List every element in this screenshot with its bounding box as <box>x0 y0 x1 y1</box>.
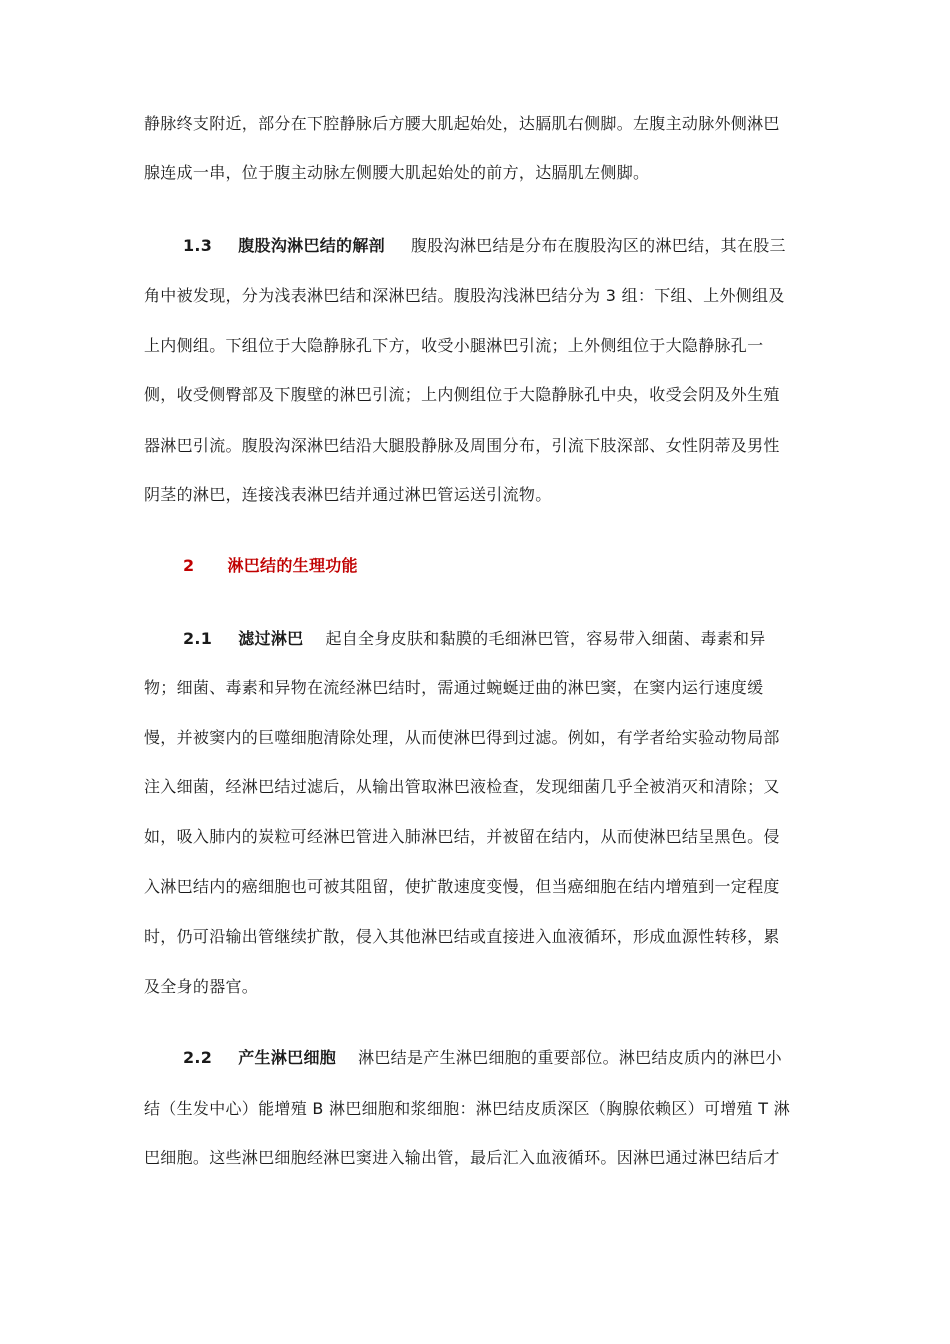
paragraph-line: 注入细菌，经淋巴结过滤后，从输出管取淋巴液检查，发现细菌几乎全被消灭和清除；又 <box>144 777 780 796</box>
paragraph-line: 阴茎的淋巴，连接浅表淋巴结并通过淋巴管运送引流物。 <box>144 485 552 504</box>
paragraph-line: 慢，并被窦内的巨噬细胞清除处理，从而使淋巴得到过滤。例如，有学者给实验动物局部 <box>144 728 780 747</box>
section-heading: 腹股沟淋巴结的解剖 <box>238 236 385 255</box>
section-heading: 产生淋巴细胞 <box>238 1048 337 1067</box>
paragraph-line: 静脉终支附近，部分在下腔静脉后方腰大肌起始处，达膈肌右侧脚。左腹主动脉外侧淋巴 <box>144 114 780 133</box>
paragraph-line: 及全身的器官。 <box>144 977 259 996</box>
paragraph-line: 角中被发现，分为浅表淋巴结和深淋巴结。腹股沟浅淋巴结分为 3 组：下组、上外侧组及 <box>144 286 785 305</box>
paragraph-line: 物；细菌、毒素和异物在流经淋巴结时，需通过蜿蜒迂曲的淋巴窦，在窦内运行速度缓 <box>144 678 764 697</box>
paragraph-line: 巴细胞。这些淋巴细胞经淋巴窦进入输出管，最后汇入血液循环。因淋巴通过淋巴结后才 <box>144 1148 780 1167</box>
paragraph-line: 侧，收受侧臀部及下腹壁的淋巴引流；上内侧组位于大隐静脉孔中央，收受会阴及外生殖 <box>144 385 780 404</box>
paragraph-line: 结（生发中心）能增殖 B 淋巴细胞和浆细胞：淋巴结皮质深区（胸腺依赖区）可增殖 T 淋 <box>144 1099 790 1118</box>
paragraph-line: 器淋巴引流。腹股沟深淋巴结沿大腿股静脉及周围分布，引流下肢深部、女性阴蒂及男性 <box>144 436 780 455</box>
paragraph-line: 入淋巴结内的癌细胞也可被其阻留，使扩散速度变慢，但当癌细胞在结内增殖到一定程度 <box>144 877 780 896</box>
paragraph-text: 腹股沟淋巴结是分布在腹股沟区的淋巴结，其在股三 <box>410 236 786 255</box>
section-number: 1.3 <box>183 236 213 255</box>
section-number: 2.2 <box>183 1048 213 1067</box>
section-number: 2.1 <box>183 629 213 648</box>
section-2-1-first-line <box>183 629 766 649</box>
section-heading: 滤过淋巴 <box>238 629 304 648</box>
section-1-3-first-line <box>183 236 786 256</box>
paragraph-text: 起自全身皮肤和黏膜的毛细淋巴管，容易带入细菌、毒素和异 <box>325 629 766 648</box>
paragraph-line: 如，吸入肺内的炭粒可经淋巴管进入肺淋巴结，并被留在结内，从而使淋巴结呈黑色。侵 <box>144 827 780 846</box>
section-number: 2 <box>183 556 195 575</box>
paragraph-text: 淋巴结是产生淋巴细胞的重要部位。淋巴结皮质内的淋巴小 <box>358 1048 782 1067</box>
paragraph-line: 腺连成一串，位于腹主动脉左侧腰大肌起始处的前方，达膈肌左侧脚。 <box>144 163 650 182</box>
section-heading: 淋巴结的生理功能 <box>227 556 358 575</box>
section-2-heading <box>183 556 358 576</box>
section-2-2-first-line <box>183 1048 782 1068</box>
paragraph-line: 上内侧组。下组位于大隐静脉孔下方，收受小腿淋巴引流；上外侧组位于大隐静脉孔一 <box>144 336 764 355</box>
paragraph-line: 时，仍可沿输出管继续扩散，侵入其他淋巴结或直接进入血液循环，形成血源性转移，累 <box>144 927 780 946</box>
